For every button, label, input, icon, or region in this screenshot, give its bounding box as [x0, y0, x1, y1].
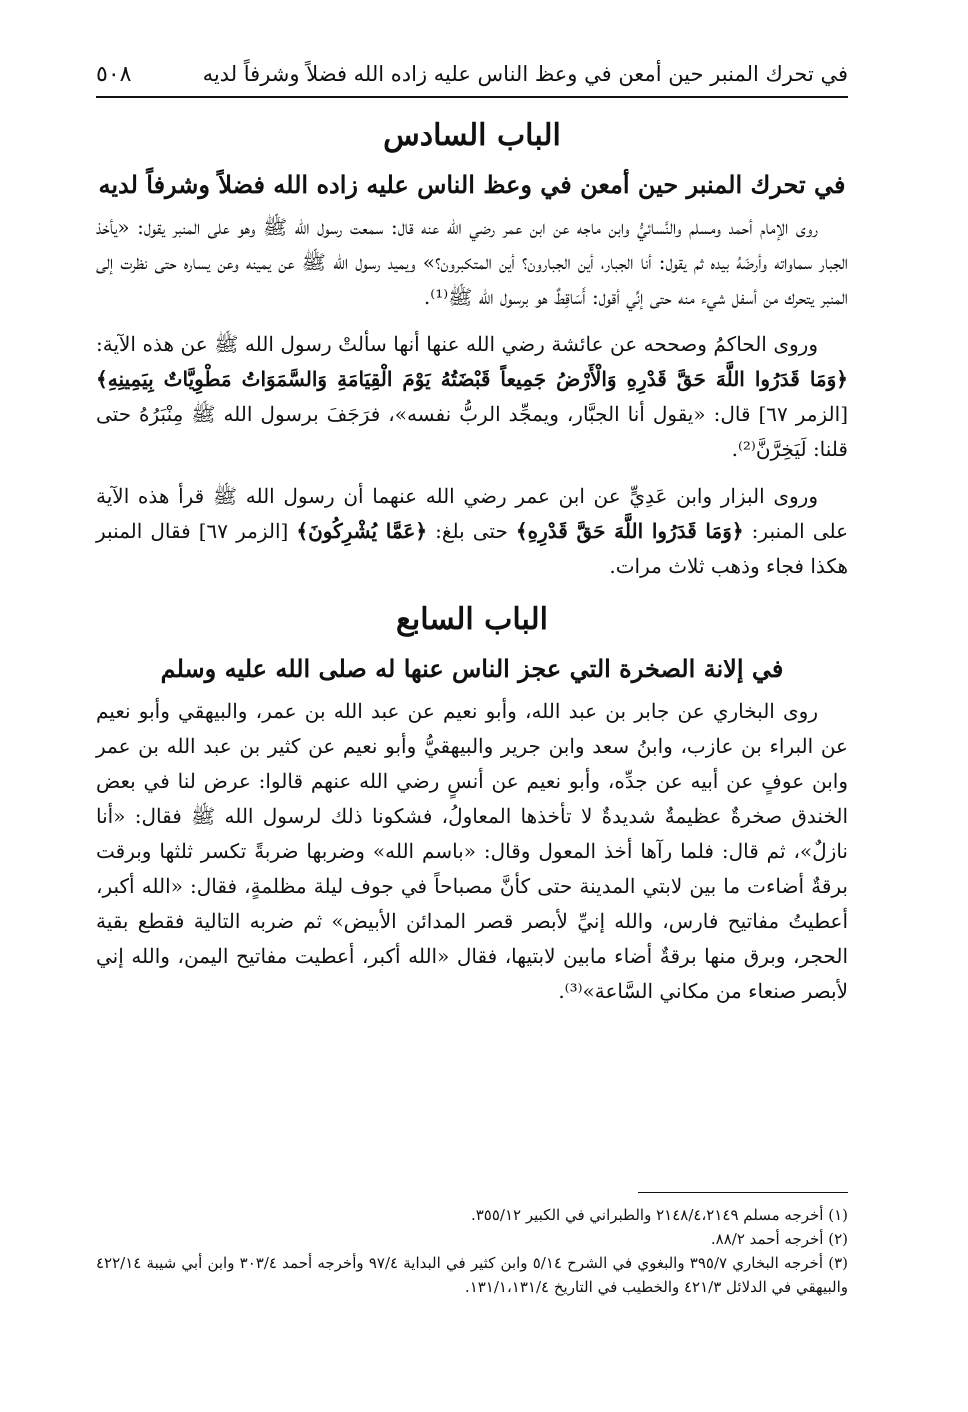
chapter-subtitle-6: في تحرك المنبر حين أمعن في وعظ الناس عليه زاده الله فضلاً وشرفاً لديه — [98, 170, 846, 199]
paragraph-3-text-b: [الزمر ٦٧] فقال المنبر هكذا فجاء وذهب ثلاث مرات. — [96, 519, 848, 578]
quran-verse: ﴿وَمَا قَدَرُوا اللَّهَ حَقَّ قَدْرِهِ وَالْأَرْضُ جَمِيعاً قَبْضَتُهُ يَوْمَ الْقِيَامَةِ وَالسَّمَوَاتُ مَطْوِيَّاتٌ بِيَمِينِهِ﴾ — [96, 367, 848, 391]
footnote-2: (٢) أخرجه أحمد ٨٨/٢. — [710, 1230, 848, 1248]
quran-verse: ﴿عَمَّا يُشْرِكُونَ﴾ — [296, 519, 428, 543]
chapter-subtitle-7: في إلانة الصخرة التي عجز الناس عنها له صلى الله عليه وسلم — [160, 654, 784, 683]
chapter-title-6: الباب السادس — [383, 118, 561, 153]
footnote-1: (١) أخرجه مسلم ٢١٤٨/٤،٢١٤٩ والطبراني في الكبير ٣٥٥/١٢. — [470, 1206, 848, 1224]
paragraph-4: روى البخاري عن جابر بن عبد الله، وأبو نعيم عن عبد الله بن عمر، والبيهقي وأبو نعيم عن البراء بن عازب، وابنُ سعد وابن جرير والبيهقيُّ وأبو نعيم عن كثير بن عبد الله بن عمر وابن عوفٍ عن أبيه عن جدِّه، وأبو نعيم عن أنسٍ رضي الله عنهم قالوا: عرض لنا في بعض الخندق صخرةٌ عظيمةٌ شديدةٌ لا تأخذها المعاولُ، فشكونا ذلك لرسول الله ﷺ فقال: «أنا نازلٌ»، ثم قال: فلما رآها أخذ المعول وقال: «باسم الله» وضربها ضربةً تكسر ثلثها وبرقت برقةٌ أضاءت ما بين لابتي المدينة حتى كأنَّ مصباحاً في جوف ليلة مظلمةٍ، فقال: «الله أكبر، أعطيتُ مفاتيح فارس، والله إنيِّ لأبصر قصر المدائن الأبيض» ثم ضربه التالية فقطع بقية الحجر، وبرق منها برقةٌ أضاء مابين لابتيها، فقال «الله أكبر، أعطيت مفاتيح اليمن، والله إني لأبصر صنعاء من مكاني السَّاعة»⁽³⁾. — [96, 699, 848, 1003]
footnote-3: (٣) أخرجه البخاري ٣٩٥/٧ والبغوي في الشرح ٥/١٤ وابن كثير في البداية ٩٧/٤ وأخرجه أحمد ٣٠٣/٤ وابن أبي شيبة ٤٢٢/١٤ والبيهقي في الدلائل ٤٢١/٣ والخطيب في التاريخ ١٣١/١،١٣١/٤. — [96, 1254, 848, 1296]
paragraph-3-text-a: وروى البزار وابن عَدِيٍّ عن ابن عمر رضي الله عنهما أن رسول الله ﷺ قرأ هذه الآية على المنبر: — [96, 484, 849, 543]
paragraph-3-text-mid: حتى بلغ: — [427, 519, 516, 543]
footnotes — [96, 1192, 848, 1299]
paragraph-2 — [96, 327, 848, 467]
running-title: في تحرك المنبر حين أمعن في وعظ الناس عليه زاده الله فضلاً وشرفاً لديه — [202, 62, 848, 86]
quran-verse: ﴿وَمَا قَدَرُوا اللَّهَ حَقَّ قَدْرِهِ﴾ — [515, 519, 744, 543]
paragraph-1: روى الإمام أحمد ومسلم والنَّسائيُّ وابن ماجه عن ابن عمر رضي الله عنه قال: سمعت رسول الله ﷺ وهو على المنبر يقول: «يأخذ الجبار سماواته وأرضَهُ بيده ثم يقول: أنا الجبار، أين الجبارون؟ أين المتكبرون؟» ويميد رسول الله ﷺ عن يمينه وعن يساره حتى نظرت إلى المنبر يتحرك من أسفل شيء منه حتى إنِّي أقول: أَسَاقِطٌ هو برسول الله ﷺ⁽¹⁾. — [96, 215, 848, 309]
page-content — [96, 108, 848, 1021]
paragraph-3 — [96, 479, 848, 584]
footnote-divider — [638, 1192, 848, 1193]
chapter-title-7: الباب السابع — [395, 602, 549, 637]
page-number: ٥٠٨ — [96, 61, 132, 87]
paragraph-2-text-b: [الزمر ٦٧] قال: «يقول أنا الجبَّار، ويمجِّد الربُّ نفسه»، فرَجَفَ برسول الله ﷺ مِنْبَرُهُ حتى قلنا: لَيَخِرَّنَّ⁽²⁾. — [96, 402, 848, 461]
paragraph-2-text-a: وروى الحاكمُ وصححه عن عائشة رضي الله عنها أنها سألتْ رسول الله ﷺ عن هذه الآية: — [96, 332, 819, 356]
running-header — [96, 52, 848, 98]
